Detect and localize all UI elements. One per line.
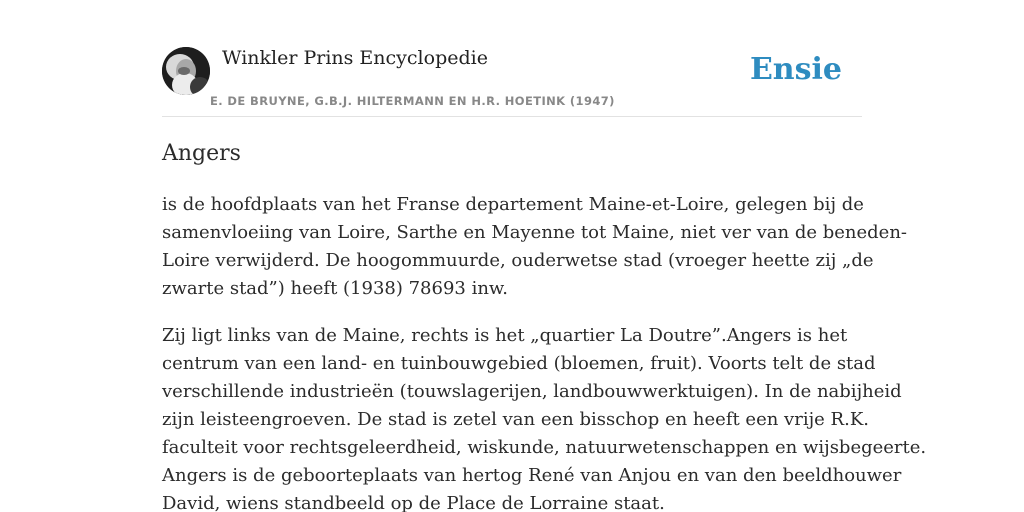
paragraph-line: centrum van een land- en tuinbouwgebied (bloemen, fruit). Voorts telt de stad — [162, 353, 876, 374]
paragraph-line: Loire verwijderd. De hoogommuurde, ouderwetse stad (vroeger heette zij „de — [162, 250, 874, 271]
brand-logo[interactable]: Ensie — [749, 52, 842, 87]
paragraph-line: zijn leisteengroeven. De stad is zetel van een bisschop en heeft een vrije R.K. — [162, 409, 869, 430]
paragraph-line: samenvloeiing van Loire, Sarthe en Mayenne tot Maine, niet ver van de beneden- — [162, 222, 908, 243]
paragraph-line: David, wiens standbeeld op de Place de Lorraine staat. — [162, 493, 665, 512]
site-header — [162, 40, 862, 117]
paragraph-line: faculteit voor rechtsgeleerdheid, wiskunde, natuurwetenschappen en wijsbegeerte. — [162, 437, 927, 458]
publication-authors: E. DE BRUYNE, G.B.J. HILTERMANN EN H.R. HOETINK (1947) — [210, 94, 615, 108]
article-paragraph-2 — [162, 322, 927, 512]
publication-title[interactable]: Winkler Prins Encyclopedie — [222, 47, 488, 69]
article-title: Angers — [162, 141, 241, 166]
paragraph-line: verschillende industrieën (touwslagerijen, landbouwwerktuigen). In de nabijheid — [162, 381, 902, 402]
author-avatar — [162, 47, 210, 95]
article-paragraph-1 — [162, 191, 908, 303]
article — [162, 138, 927, 512]
paragraph-line: zwarte stad”) heeft (1938) 78693 inw. — [162, 278, 508, 299]
paragraph-line: is de hoofdplaats van het Franse departement Maine-et-Loire, gelegen bij de — [162, 194, 864, 215]
paragraph-line: Zij ligt links van de Maine, rechts is het „quartier La Doutre”.Angers is het — [162, 325, 848, 346]
paragraph-line: Angers is de geboorteplaats van hertog René van Anjou en van den beeldhouwer — [162, 465, 902, 486]
portrait-photo — [162, 47, 210, 95]
